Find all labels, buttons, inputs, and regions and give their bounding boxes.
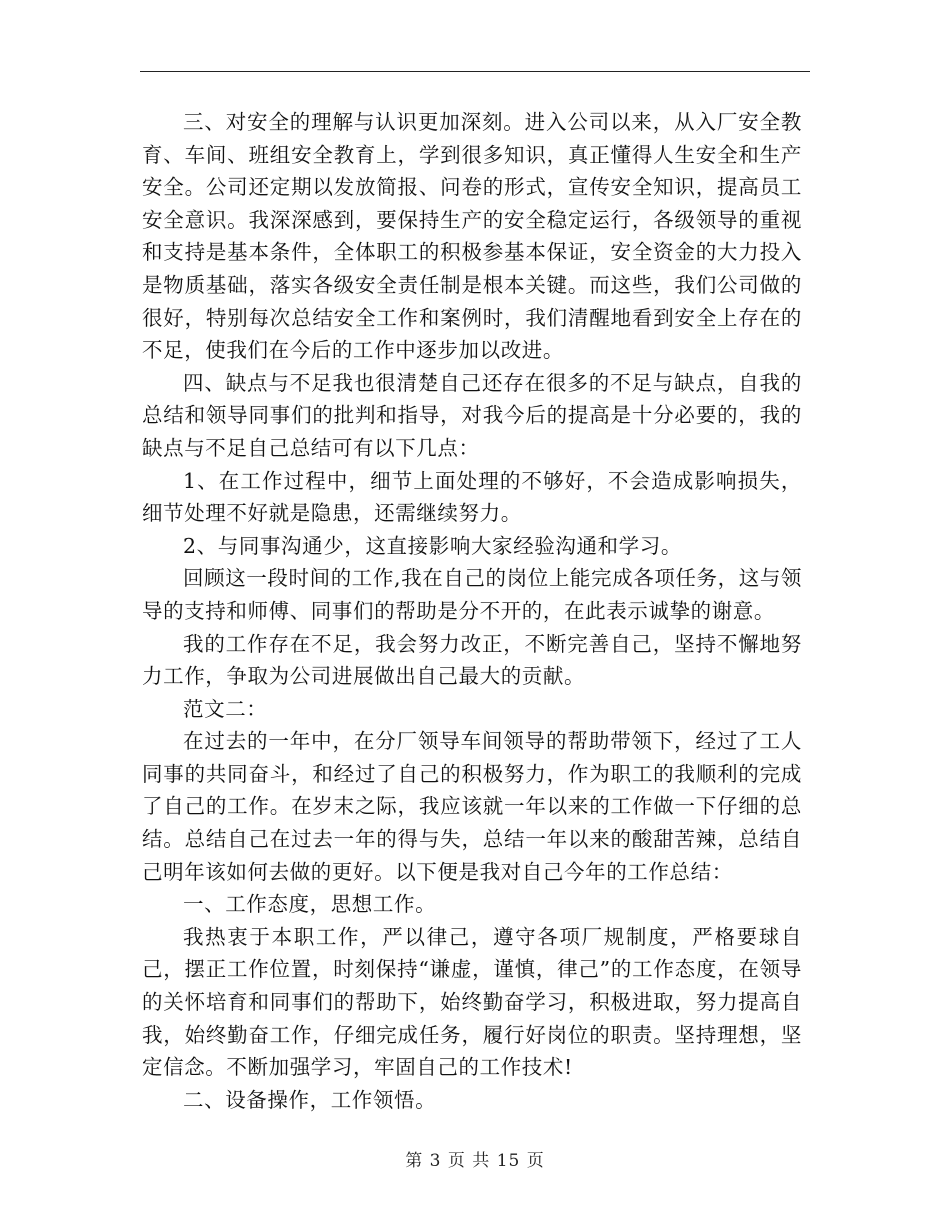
paragraph: 2、与同事沟通少，这直接影响大家经验沟通和学习。	[183, 533, 682, 558]
section-heading: 范文二：	[183, 696, 268, 721]
paragraph: 1、在工作过程中，细节上面处理的不够好，不会造成影响损失，细节处理不好就是隐患，还需继续努力。	[142, 468, 802, 526]
paragraph: 在过去的一年中，在分厂领导车间领导的帮助带领下，经过了工人同事的共同奋斗，和经过了自己的积极努力，作为职工的我顺利的完成了自己的工作。在岁末之际，我应该就一年以来的工作做一下仔细的总结。总结自己在过去一年的得与失，总结一年以来的酸甜苦辣，总结自己明年该如何去做的更好。以下便是我对自己今年的工作总结：	[142, 729, 802, 884]
paragraph: 回顾这一段时间的工作,我在自己的岗位上能完成各项任务，这与领导的支持和师傅、同事们的帮助是分不开的，在此表示诚挚的谢意。	[142, 566, 803, 623]
section-heading: 一、工作态度，思想工作。	[183, 892, 437, 917]
section-heading: 二、设备操作，工作领悟。	[183, 1087, 437, 1112]
paragraph: 四、缺点与不足我也很清楚自己还存在很多的不足与缺点，自我的总结和领导同事们的批判和指导，对我今后的提高是十分必要的，我的缺点与不足自己总结可有以下几点：	[142, 370, 802, 460]
page-number-footer: 第 3 页 共 15 页	[405, 1151, 545, 1171]
paragraph: 我的工作存在不足，我会努力改正，不断完善自己，坚持不懈地努力工作，争取为公司进展做出自己最大的贡献。	[142, 631, 802, 689]
paragraph: 我热衷于本职工作，严以律己，遵守各项厂规制度，严格要球自己，摆正工作位置，时刻保持“谦虚，谨慎，律己”的工作态度，在领导的关怀培育和同事们的帮助下，始终勤奋学习，积极进取，努力提高自我，始终勤奋工作，仔细完成任务，履行好岗位的职责。坚持理想，坚定信念。不断加强学习，牢固自己的工作技术!	[142, 924, 802, 1080]
paragraph: 三、对安全的理解与认识更加深刻。进入公司以来，从入厂安全教育、车间、班组安全教育上，学到很多知识，真正懂得人生安全和生产安全。公司还定期以发放简报、问卷的形式，宣传安全知识，提高员工安全意识。我深深感到，要保持生产的安全稳定运行，各级领导的重视和支持是基本条件，全体职工的积极参基本保证，安全资金的大力投入是物质基础，落实各级安全责任制是根本关键。而这些，我们公司做的很好，特别每次总结安全工作和案例时，我们清醒地看到安全上存在的不足，使我们在今后的工作中逐步加以改进。	[142, 110, 802, 363]
header-divider	[140, 71, 810, 72]
document-body	[142, 106, 802, 1116]
